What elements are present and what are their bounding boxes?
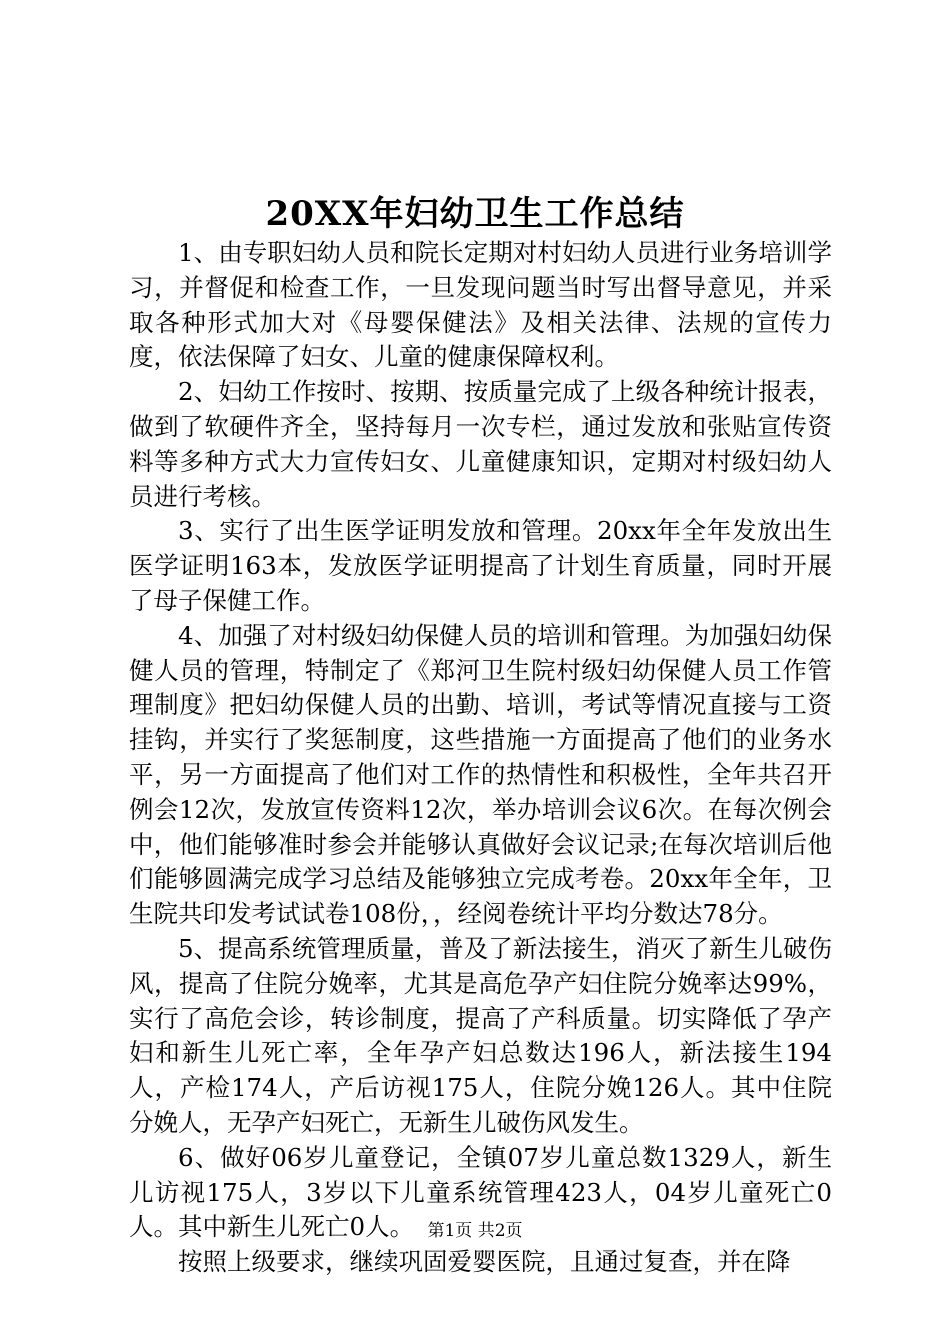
paragraph-7: 按照上级要求，继续巩固爱婴医院，且通过复查，并在降 bbox=[178, 1247, 791, 1277]
paragraph-1: 1、由专职妇幼人员和院长定期对村妇幼人员进行业务培训学习，并督促和检查工作，一旦发现问题当时写出督导意见，并采取各种形式加大对《母婴保健法》及相关法律、法规的宣传力度，依法保障了妇女、儿童的健康保障权利。 bbox=[129, 238, 832, 372]
paragraph-2: 2、妇幼工作按时、按期、按质量完成了上级各种统计报表，做到了软硬件齐全，坚持每月一次专栏，通过发放和张贴宣传资料等多种方式大力宣传妇女、儿童健康知识，定期对村级妇幼人员进行考核。 bbox=[129, 377, 832, 511]
paragraph-6: 6、做好06岁儿童登记，全镇07岁儿童总数1329人，新生儿访视175人，3岁以下儿童系统管理423人，04岁儿童死亡0人。其中新生儿死亡0人。 bbox=[129, 1142, 832, 1242]
paragraph-4: 4、加强了对村级妇幼保健人员的培训和管理。为加强妇幼保健人员的管理，特制定了《郑河卫生院村级妇幼保健人员工作管理制度》把妇幼保健人员的出勤、培训，考试等情况直接与工资挂钩，并实行了奖惩制度，这些措施一方面提高了他们的业务水平，另一方面提高了他们对工作的热情性和积极性，全年共召开例会12次，发放宣传资料12次，举办培训会议6次。在每次例会中，他们能够准时参会并能够认真做好会议记录;在每次培训后他们能够圆满完成学习总结及能够独立完成考卷。20xx年全年，卫生院共印发考试试卷108份，，经阅卷统计平均分数达78分。 bbox=[129, 620, 832, 929]
paragraph-5: 5、提高系统管理质量，普及了新法接生，消灭了新生儿破伤风，提高了住院分娩率，尤其是高危孕产妇住院分娩率达99%，实行了高危会诊，转诊制度，提高了产科质量。切实降低了孕产妇和新生儿死亡率，全年孕产妇总数达196人，新法接生194人，产检174人，产后访视175人，住院分娩126人。其中住院分娩人，无孕产妇死亡，无新生儿破伤风发生。 bbox=[129, 933, 832, 1137]
paragraph-3: 3、实行了出生医学证明发放和管理。20xx年全年发放出生医学证明163本，发放医学证明提高了计划生育质量，同时开展了母子保健工作。 bbox=[129, 516, 832, 615]
document-title: 20XX年妇幼卫生工作总结 bbox=[265, 194, 685, 234]
document-body bbox=[129, 236, 832, 1280]
page-number-footer: 第1页 共2页 bbox=[427, 1221, 523, 1241]
